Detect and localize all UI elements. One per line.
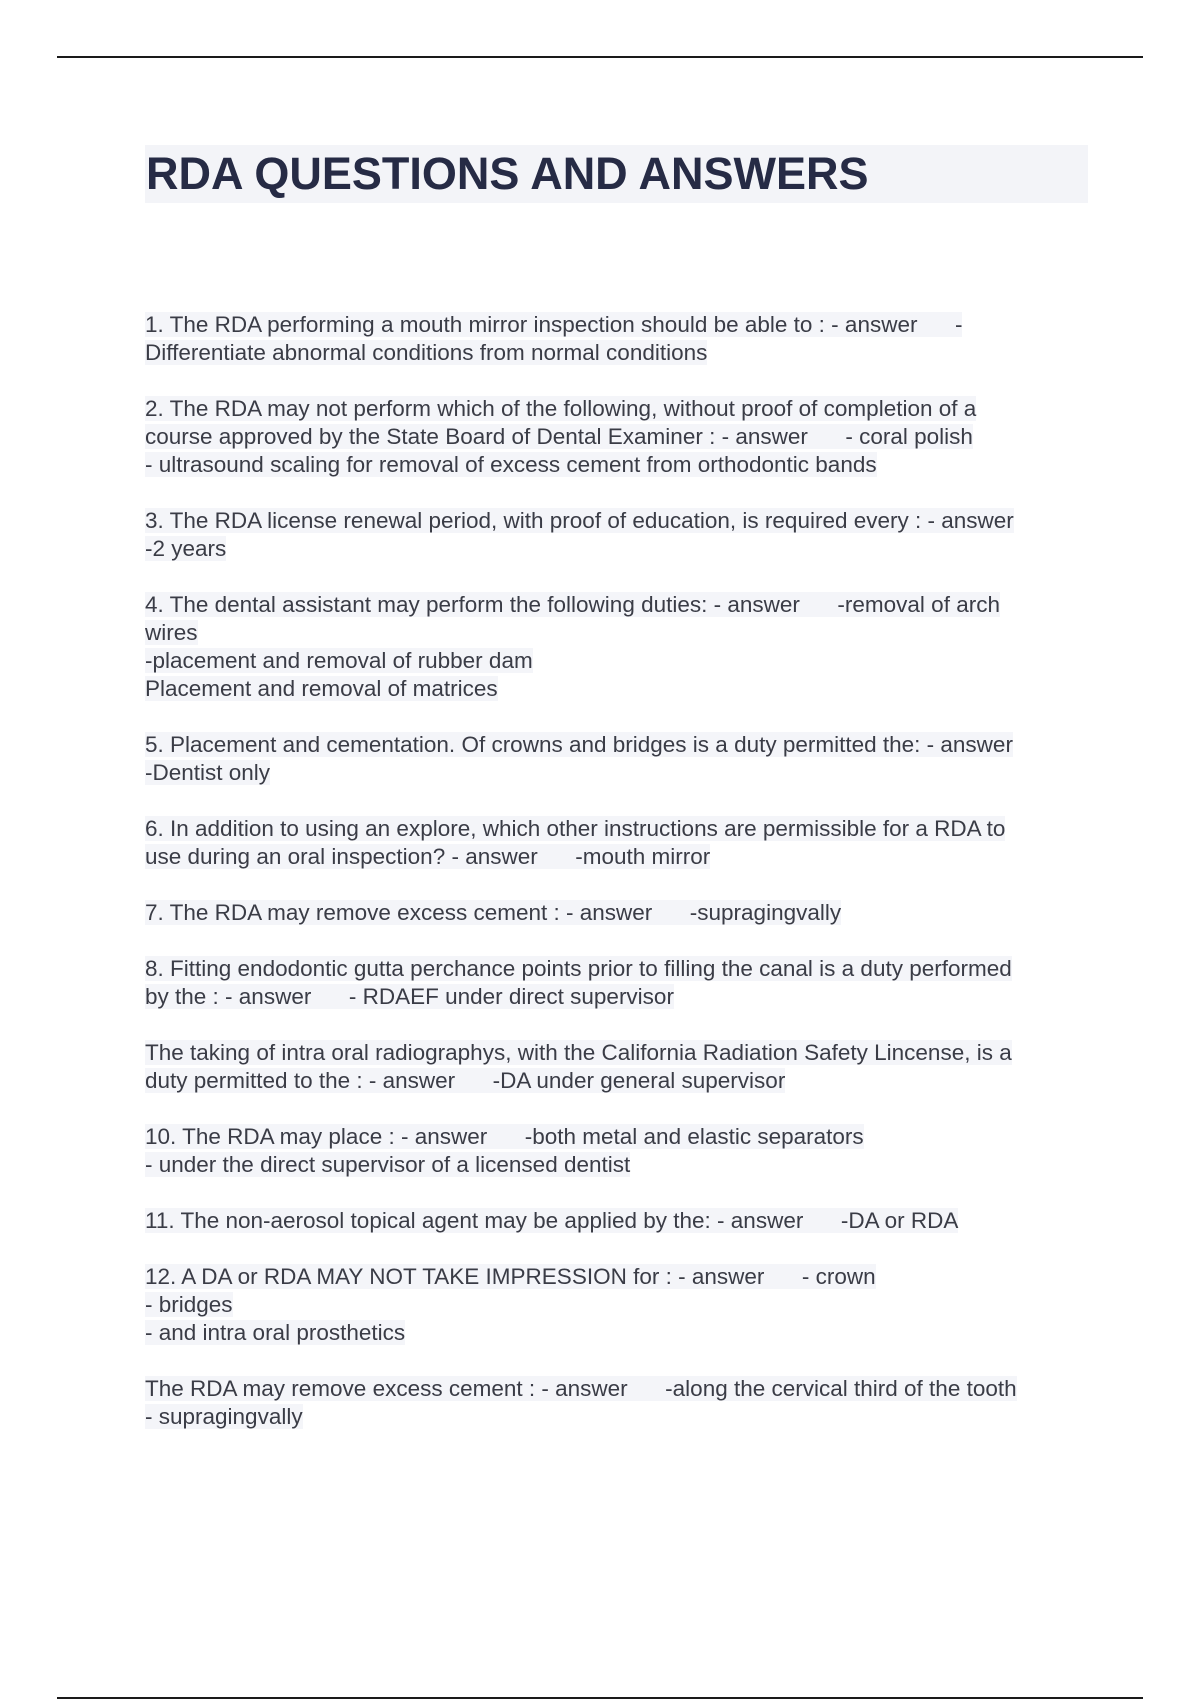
qa-line: -Dentist only <box>145 760 271 785</box>
qa-item <box>145 1039 1090 1095</box>
qa-item <box>145 1207 1090 1235</box>
qa-line: 7. The RDA may remove excess cement : - answer -supragingvally <box>145 900 842 925</box>
qa-item <box>145 899 1090 927</box>
qa-item <box>145 1375 1090 1431</box>
qa-line: The taking of intra oral radiographys, with the California Radiation Safety Lincense, is a <box>145 1040 1012 1065</box>
qa-list <box>145 311 1090 1459</box>
qa-item <box>145 731 1090 787</box>
qa-line: Placement and removal of matrices <box>145 676 498 701</box>
qa-line: 12. A DA or RDA MAY NOT TAKE IMPRESSION for : - answer - crown <box>145 1264 876 1289</box>
qa-item <box>145 955 1090 1011</box>
qa-line: - supragingvally <box>145 1404 303 1429</box>
bottom-rule <box>57 1697 1143 1699</box>
top-rule <box>57 56 1143 58</box>
qa-line: 8. Fitting endodontic gutta perchance points prior to filling the canal is a duty performed <box>145 956 1012 981</box>
qa-line: course approved by the State Board of Dental Examiner : - answer - coral polish <box>145 424 973 449</box>
qa-item <box>145 1123 1090 1179</box>
qa-line: 11. The non-aerosol topical agent may be applied by the: - answer -DA or RDA <box>145 1208 959 1233</box>
qa-item <box>145 1263 1090 1347</box>
qa-line: Differentiate abnormal conditions from normal conditions <box>145 340 708 365</box>
qa-line: - ultrasound scaling for removal of excess cement from orthodontic bands <box>145 452 877 477</box>
qa-line: 2. The RDA may not perform which of the following, without proof of completion of a <box>145 396 977 421</box>
qa-line: 5. Placement and cementation. Of crowns and bridges is a duty permitted the: - answer <box>145 732 1013 757</box>
qa-item <box>145 311 1090 367</box>
qa-line: -2 years <box>145 536 227 561</box>
qa-item <box>145 591 1090 703</box>
qa-line: 1. The RDA performing a mouth mirror inspection should be able to : - answer - <box>145 312 963 337</box>
qa-line: 10. The RDA may place : - answer -both metal and elastic separators <box>145 1124 864 1149</box>
qa-line: The RDA may remove excess cement : - answer -along the cervical third of the tooth <box>145 1376 1017 1401</box>
qa-line: by the : - answer - RDAEF under direct supervisor <box>145 984 674 1009</box>
qa-line: wires <box>145 620 198 645</box>
qa-line: - bridges <box>145 1292 233 1317</box>
qa-item <box>145 815 1090 871</box>
qa-line: 4. The dental assistant may perform the following duties: - answer -removal of arch <box>145 592 1000 617</box>
qa-line: 6. In addition to using an explore, which other instructions are permissible for a RDA to <box>145 816 1006 841</box>
qa-line: - and intra oral prosthetics <box>145 1320 406 1345</box>
qa-line: - under the direct supervisor of a licensed dentist <box>145 1152 631 1177</box>
qa-item <box>145 395 1090 479</box>
qa-line: 3. The RDA license renewal period, with proof of education, is required every : - answer <box>145 508 1014 533</box>
qa-line: duty permitted to the : - answer -DA under general supervisor <box>145 1068 786 1093</box>
qa-line: -placement and removal of rubber dam <box>145 648 533 673</box>
qa-item <box>145 507 1090 563</box>
page-title: RDA QUESTIONS AND ANSWERS <box>146 148 869 199</box>
qa-line: use during an oral inspection? - answer -mouth mirror <box>145 844 711 869</box>
